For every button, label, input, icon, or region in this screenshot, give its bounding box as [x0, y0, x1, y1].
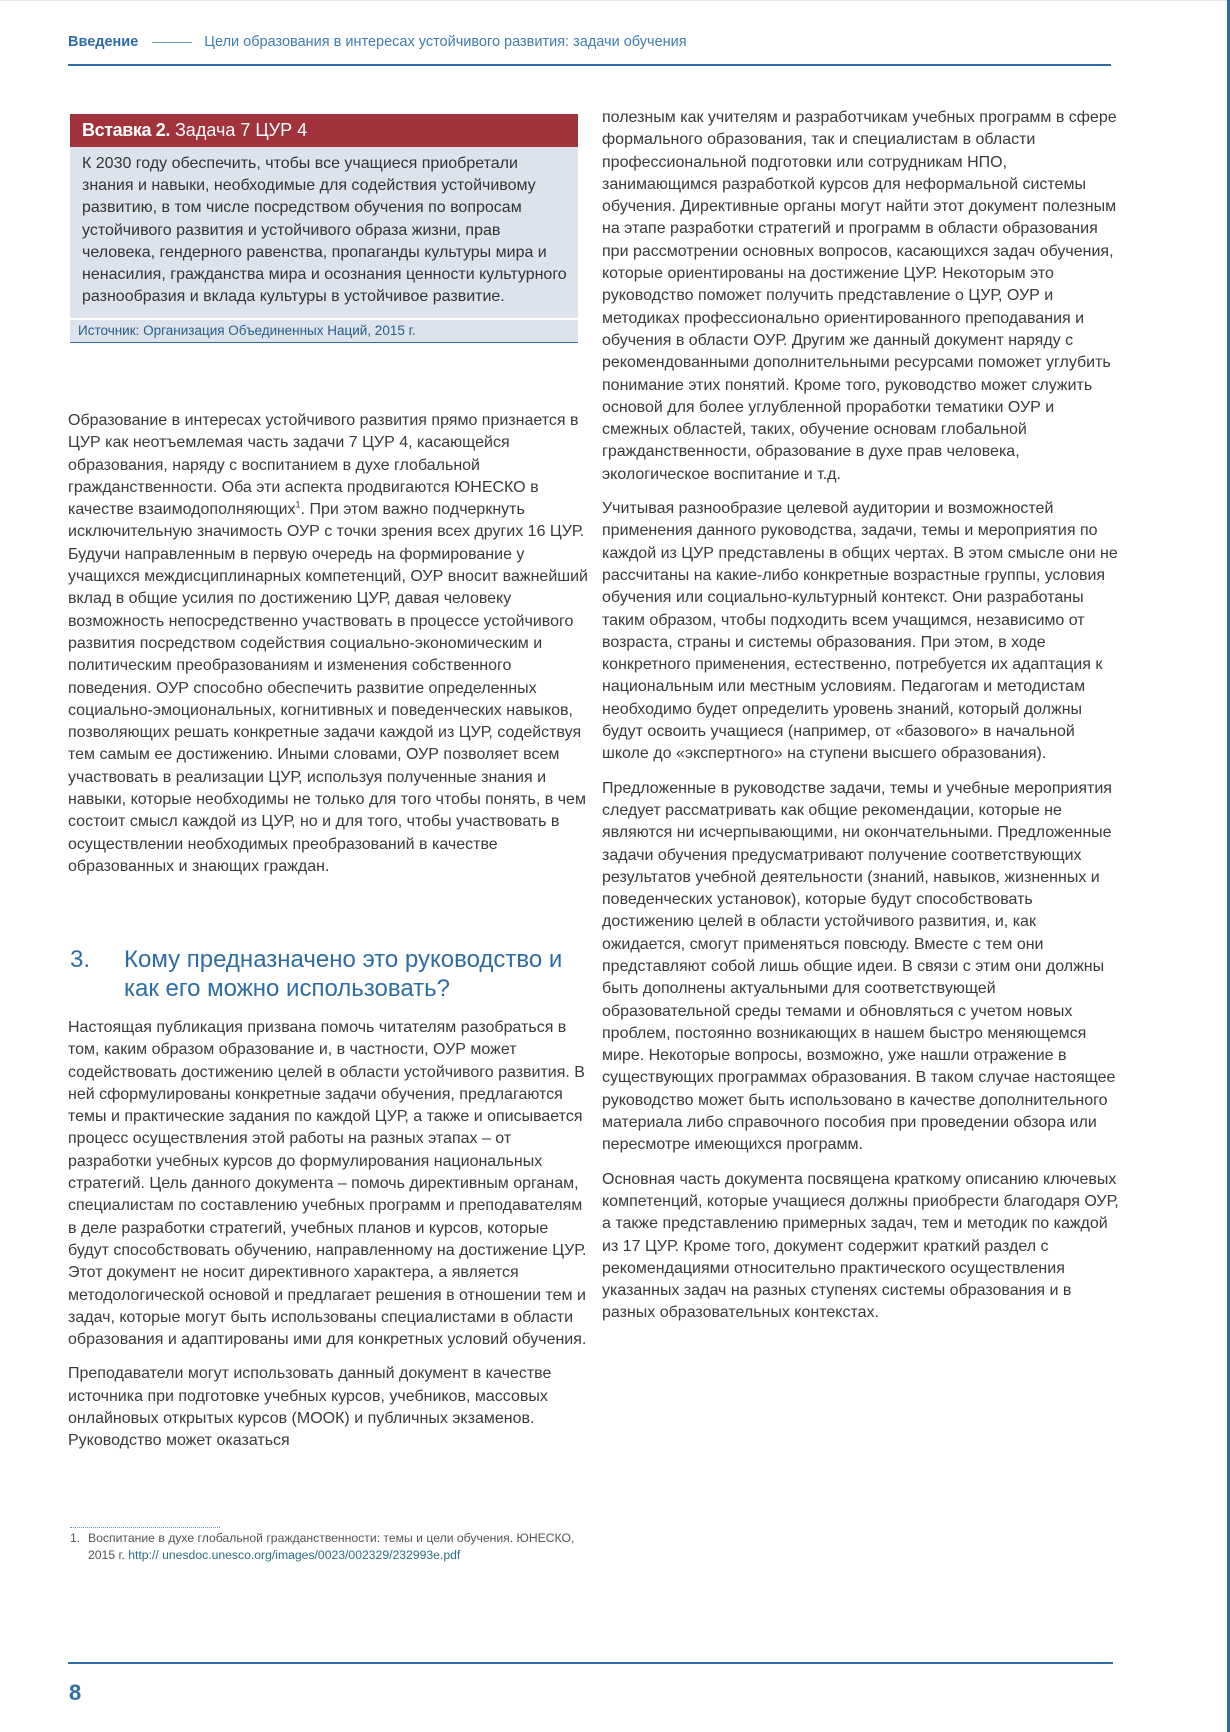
paragraph-text: . При этом важно подчеркнуть исключительную значимость ОУР с точки зрения всех других 16 ЦУР. Будучи направленным в первую очередь на формирование у учащихся междисциплинарных компетенций, ОУР вносит важнейший вклад в общие усилия по достижению ЦУР, давая человеку возможность непосредственно участвовать в процессе устойчивого развития посредством содействия социально-экономическим и политическим преобразованиям и изменения собственного поведения. ОУР способно обеспечить развитие определенных социально-эмоциональных, когнитивных и поведенческих навыков, позволяющих решать конкретные задачи каждой из ЦУР, содействуя тем самым ее достижению. Иными словами, ОУР позволяет всем участвовать в реализации ЦУР, используя полученные знания и навыки, которые необходимы не только для того чтобы понять, в чем состоит смысл каждой из ЦУР, но и для того, чтобы участвовать в осуществлении необходимых преобразований в качестве образованных и знающих граждан.: [68, 501, 588, 875]
inset-box: [70, 114, 578, 343]
inset-box-title-text: Задача 7 ЦУР 4: [169, 120, 308, 140]
right-paragraph-1: полезным как учителям и разработчикам учебных программ в сфере формального образования, так и специалистам в области профессиональной подготовки или сотрудникам НПО, занимающимся разработкой курсов для неформальной системы обучения. Директивные органы могут найти этот документ полезным на этапе разработки стратегий и программ в области образования при рассмотрении основных вопросов, касающихся задач обучения, которые ориентированы на достижение ЦУР. Некоторым это руководство поможет получить представление о ЦУР, ОУР и методиках профессионально ориентированного преподавания и обучения в области ОУР. Другим же данный документ наряду с рекомендованными дополнительными ресурсами поможет углубить понимание этих понятий. Кроме того, руководство может служить основой для более углубленной проработки тематики ОУР и смежных областей, таких, обучение основам глобальной гражданственности, образование в духе прав человека, экологическое воспитание и т.д.: [602, 109, 1117, 483]
footnote-number: 1.: [70, 1531, 81, 1545]
header-section: Введение: [68, 34, 139, 50]
left-paragraph-2: Настоящая публикация призвана помочь читателям разобраться в том, каким образом образование и, в частности, ОУР может содействовать достижению целей в области устойчивого развития. В ней сформулированы конкретные задачи обучения, предлагаются темы и практические задания по каждой ЦУР, а также и описывается процесс осуществления этой работы на разных этапах – от разработки учебных курсов до формулирования национальных стратегий. Цель данного документа – помочь директивным органам, специалистам по составлению учебных программ и преподавателям в деле разработки стратегий, учебных планов и курсов, которые будут способствовать обучению, направленному на достижение ЦУР. Этот документ не носит директивного характера, а является методологической основой и предлагает решения в отношении тем и задач, которые могут быть использованы специалистами в области образования и адаптированы ими для конкретных условий обучения.: [68, 1019, 587, 1349]
section-title: Кому предназначено это руководство и как его можно использовать?: [124, 946, 563, 1002]
footnote-divider: [70, 1527, 220, 1528]
inset-box-title-label: Вставка 2.: [82, 120, 170, 140]
inset-box-title: [70, 114, 578, 147]
page-number: 8: [69, 1680, 82, 1705]
footnote-link[interactable]: http:// unesdoc.unesco.org/images/0023/002329/232993e.pdf: [128, 1548, 461, 1562]
right-paragraph-3: Предложенные в руководстве задачи, темы и учебные мероприятия следует рассматривать как общие рекомендации, которые не являются ни исчерпывающими, ни окончательными. Предложенные задачи обучения предусматривают получение соответствующих результатов учебной деятельности (знаний, навыков, жизненных и поведенческих установок), которые будут способствовать достижению целей в области устойчивого развития, и, как ожидается, смогут применяться повсюду. Вместе с тем они представляют собой лишь общие идеи. В связи с этим они должны быть дополнены актуальными для соответствующей образовательной среды темами и обновляться с учетом новых проблем, постоянно возникающих в нашем быстро меняющемся мире. Некоторые вопросы, возможно, уже нашли отражение в существующих программах образования. В таком случае настоящее руководство может быть использовано в качестве дополнительного материала либо справочного пособия при проведении обзора или пересмотре имеющихся программ.: [602, 779, 1116, 1154]
left-paragraphs-lower: [68, 1017, 588, 1465]
right-column: [602, 107, 1122, 1337]
header-subtitle: Цели образования в интересах устойчивого развития: задачи обучения: [204, 34, 687, 50]
running-header: [68, 34, 687, 50]
header-dash: [152, 42, 192, 43]
right-paragraph-2: Учитывая разнообразие целевой аудитории и возможностей применения данного руководства, задачи, темы и мероприятия по каждой из ЦУР представлены в общих чертах. В этом смысле они не рассчитаны на какие-либо конкретные возрастные группы, условия обучения или социально-культурный контекст. Они разработаны таким образом, чтобы подходить всем учащимся, независимо от возраста, страны и системы образования. При этом, в ходе конкретного применения, естественно, потребуется их адаптация к национальным или местным условиям. Педагогам и методистам необходимо будет определить уровень знаний, который должны будут освоить учащиеся (например, от «базового» в начальной школе до «экспертного» на ступени высшего образования).: [602, 500, 1118, 763]
footnote: [70, 1530, 590, 1564]
header-rule: [68, 64, 1111, 66]
section-heading: [68, 945, 588, 1003]
paragraph-text: Образование в интересах устойчивого развития прямо признается в ЦУР как неотъемлемая часть задачи 7 ЦУР 4, касающейся образования, наряду с воспитанием в духе глобальной гражданственности. Оба эти аспекта продвигаются ЮНЕСКО в качестве взаимодополняющих: [68, 412, 579, 519]
left-paragraph-3: Преподаватели могут использовать данный документ в качестве источника при подготовке учебных курсов, учебников, массовых онлайновых открытых курсов (МООК) и публичных экзаменов. Руководство может оказаться: [68, 1365, 552, 1450]
footnote-ref[interactable]: 1: [295, 499, 301, 510]
right-paragraph-4: Основная часть документа посвящена краткому описанию ключевых компетенций, которые учащиеся должны приобрести благодаря ОУР, а также представлению примерных задач, тем и методик по каждой из 17 ЦУР. Кроме того, документ содержит краткий раздел с рекомендациями относительно практического осуществления указанных задач на разных ступенях системы образования и в разных образовательных контекстах.: [602, 1170, 1119, 1322]
page-top-edge: [0, 0, 1230, 1]
left-paragraph-1: [68, 410, 588, 878]
inset-box-source: Источник: Организация Объединенных Наций, 2015 г.: [70, 318, 578, 343]
section-number: 3.: [70, 946, 91, 973]
footer-rule: [68, 1662, 1113, 1664]
inset-box-body: К 2030 году обеспечить, чтобы все учащиеся приобретали знания и навыки, необходимые для содействия устойчивому развитию, в том числе посредством обучения по вопросам устойчивого развития и устойчивого образа жизни, прав человека, гендерного равенства, пропаганды культуры мира и ненасилия, гражданства мира и осознания ценности культурного разнообразия и вклада культуры в устойчивое развитие.: [70, 147, 578, 318]
footnote-text: Воспитание в духе глобальной гражданственности: темы и цели обучения. ЮНЕСКО, 2015 г.: [88, 1531, 575, 1562]
